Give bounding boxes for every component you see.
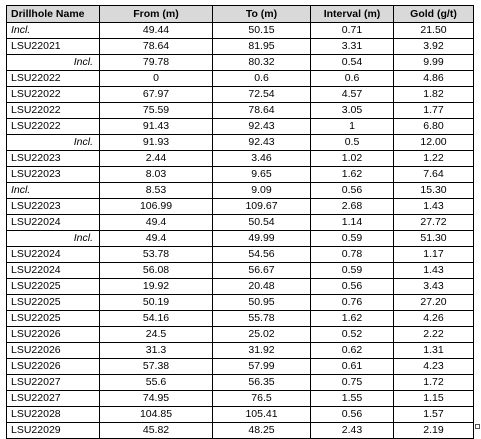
cell-gold: 9.99 <box>394 55 474 71</box>
table-row <box>7 327 474 343</box>
cell-interval: 0.59 <box>311 263 394 279</box>
cell-gold: 1.22 <box>394 151 474 167</box>
table-header-row <box>7 6 474 23</box>
cell-from: 91.43 <box>100 119 213 135</box>
table-row <box>7 375 474 391</box>
cell-drillhole-name: LSU22022 <box>7 119 100 135</box>
cell-gold: 2.22 <box>394 327 474 343</box>
table-row <box>7 359 474 375</box>
table-row <box>7 279 474 295</box>
table-row <box>7 295 474 311</box>
header-from: From (m) <box>100 6 213 23</box>
cell-from: 8.03 <box>100 167 213 183</box>
cell-drillhole-name: Incl. <box>7 135 100 151</box>
cell-to: 109.67 <box>213 199 311 215</box>
cell-gold: 4.23 <box>394 359 474 375</box>
cell-to: 56.35 <box>213 375 311 391</box>
drill-results-table <box>6 5 474 439</box>
cell-drillhole-name: LSU22024 <box>7 215 100 231</box>
cell-from: 67.97 <box>100 87 213 103</box>
cell-interval: 0.5 <box>311 135 394 151</box>
cell-from: 57.38 <box>100 359 213 375</box>
cell-gold: 1.72 <box>394 375 474 391</box>
cell-to: 49.99 <box>213 231 311 247</box>
cell-to: 76.5 <box>213 391 311 407</box>
cell-interval: 1 <box>311 119 394 135</box>
cell-drillhole-name: LSU22027 <box>7 375 100 391</box>
cell-drillhole-name: LSU22023 <box>7 199 100 215</box>
cell-to: 54.56 <box>213 247 311 263</box>
cell-interval: 0.75 <box>311 375 394 391</box>
cell-drillhole-name: LSU22022 <box>7 87 100 103</box>
table-row <box>7 87 474 103</box>
cell-drillhole-name: LSU22026 <box>7 327 100 343</box>
cell-to: 9.65 <box>213 167 311 183</box>
cell-from: 24.5 <box>100 327 213 343</box>
cell-from: 31.3 <box>100 343 213 359</box>
cell-interval: 2.68 <box>311 199 394 215</box>
cell-drillhole-name: LSU22029 <box>7 423 100 439</box>
table-row <box>7 151 474 167</box>
cell-interval: 0.76 <box>311 295 394 311</box>
cell-gold: 1.17 <box>394 247 474 263</box>
cell-gold: 12.00 <box>394 135 474 151</box>
cell-interval: 2.43 <box>311 423 394 439</box>
cell-from: 50.19 <box>100 295 213 311</box>
cell-drillhole-name: LSU22024 <box>7 263 100 279</box>
cell-drillhole-name: LSU22026 <box>7 343 100 359</box>
cell-interval: 0.52 <box>311 327 394 343</box>
table-row <box>7 231 474 247</box>
cell-from: 56.08 <box>100 263 213 279</box>
cell-from: 49.44 <box>100 23 213 39</box>
cell-gold: 51.30 <box>394 231 474 247</box>
header-drillhole-name: Drillhole Name <box>7 6 100 23</box>
table-body <box>7 23 474 439</box>
cell-gold: 1.57 <box>394 407 474 423</box>
cell-to: 50.15 <box>213 23 311 39</box>
cell-to: 3.46 <box>213 151 311 167</box>
cell-from: 75.59 <box>100 103 213 119</box>
cell-gold: 1.82 <box>394 87 474 103</box>
cell-drillhole-name: Incl. <box>7 23 100 39</box>
cell-gold: 1.31 <box>394 343 474 359</box>
cell-from: 0 <box>100 71 213 87</box>
cell-interval: 1.55 <box>311 391 394 407</box>
cell-from: 106.99 <box>100 199 213 215</box>
table-row <box>7 311 474 327</box>
cell-gold: 6.80 <box>394 119 474 135</box>
cell-interval: 0.6 <box>311 71 394 87</box>
cell-to: 81.95 <box>213 39 311 55</box>
cell-interval: 0.59 <box>311 231 394 247</box>
table-row <box>7 215 474 231</box>
cell-drillhole-name: LSU22023 <box>7 167 100 183</box>
cell-to: 20.48 <box>213 279 311 295</box>
cell-drillhole-name: LSU22022 <box>7 103 100 119</box>
cell-gold: 1.43 <box>394 263 474 279</box>
cell-to: 105.41 <box>213 407 311 423</box>
cell-gold: 1.77 <box>394 103 474 119</box>
cell-interval: 0.56 <box>311 183 394 199</box>
cell-interval: 1.14 <box>311 215 394 231</box>
table-row <box>7 199 474 215</box>
table-row <box>7 423 474 439</box>
cell-from: 49.4 <box>100 215 213 231</box>
cell-to: 92.43 <box>213 135 311 151</box>
cell-from: 104.85 <box>100 407 213 423</box>
cell-drillhole-name: Incl. <box>7 231 100 247</box>
cell-gold: 4.26 <box>394 311 474 327</box>
cell-to: 57.99 <box>213 359 311 375</box>
header-gold: Gold (g/t) <box>394 6 474 23</box>
table-row <box>7 407 474 423</box>
cell-from: 74.95 <box>100 391 213 407</box>
cell-drillhole-name: LSU22021 <box>7 39 100 55</box>
cell-drillhole-name: LSU22024 <box>7 247 100 263</box>
table-row <box>7 119 474 135</box>
cell-interval: 0.56 <box>311 279 394 295</box>
cell-to: 48.25 <box>213 423 311 439</box>
cell-from: 8.53 <box>100 183 213 199</box>
cell-drillhole-name: Incl. <box>7 55 100 71</box>
cell-from: 45.82 <box>100 423 213 439</box>
cell-interval: 4.57 <box>311 87 394 103</box>
header-interval: Interval (m) <box>311 6 394 23</box>
cell-gold: 3.43 <box>394 279 474 295</box>
table-row <box>7 39 474 55</box>
table-row <box>7 103 474 119</box>
cell-to: 72.54 <box>213 87 311 103</box>
cell-gold: 21.50 <box>394 23 474 39</box>
cell-from: 49.4 <box>100 231 213 247</box>
cell-drillhole-name: LSU22025 <box>7 295 100 311</box>
cell-gold: 27.72 <box>394 215 474 231</box>
cell-gold: 15.30 <box>394 183 474 199</box>
cell-interval: 0.56 <box>311 407 394 423</box>
cell-drillhole-name: LSU22023 <box>7 151 100 167</box>
cell-to: 92.43 <box>213 119 311 135</box>
cell-interval: 1.02 <box>311 151 394 167</box>
cell-to: 0.6 <box>213 71 311 87</box>
cell-interval: 3.31 <box>311 39 394 55</box>
cell-gold: 1.15 <box>394 391 474 407</box>
cell-interval: 1.62 <box>311 167 394 183</box>
table-row <box>7 343 474 359</box>
resize-handle[interactable] <box>475 424 480 429</box>
drill-results-table-container <box>6 5 473 439</box>
cell-to: 25.02 <box>213 327 311 343</box>
table-row <box>7 167 474 183</box>
cell-from: 53.78 <box>100 247 213 263</box>
cell-to: 50.95 <box>213 295 311 311</box>
cell-from: 19.92 <box>100 279 213 295</box>
cell-drillhole-name: LSU22025 <box>7 279 100 295</box>
table-row <box>7 263 474 279</box>
cell-interval: 0.71 <box>311 23 394 39</box>
cell-drillhole-name: LSU22025 <box>7 311 100 327</box>
table-row <box>7 135 474 151</box>
cell-to: 55.78 <box>213 311 311 327</box>
cell-interval: 1.62 <box>311 311 394 327</box>
cell-from: 91.93 <box>100 135 213 151</box>
cell-drillhole-name: Incl. <box>7 183 100 199</box>
cell-to: 80.32 <box>213 55 311 71</box>
cell-from: 2.44 <box>100 151 213 167</box>
cell-drillhole-name: LSU22022 <box>7 71 100 87</box>
cell-interval: 0.54 <box>311 55 394 71</box>
table-row <box>7 183 474 199</box>
table-row <box>7 247 474 263</box>
cell-gold: 2.19 <box>394 423 474 439</box>
cell-to: 78.64 <box>213 103 311 119</box>
table-row <box>7 55 474 71</box>
table-row <box>7 23 474 39</box>
cell-drillhole-name: LSU22028 <box>7 407 100 423</box>
table-row <box>7 391 474 407</box>
cell-interval: 0.62 <box>311 343 394 359</box>
cell-from: 78.64 <box>100 39 213 55</box>
cell-to: 50.54 <box>213 215 311 231</box>
table-row <box>7 71 474 87</box>
cell-gold: 7.64 <box>394 167 474 183</box>
cell-interval: 0.78 <box>311 247 394 263</box>
cell-interval: 0.61 <box>311 359 394 375</box>
header-to: To (m) <box>213 6 311 23</box>
cell-from: 79.78 <box>100 55 213 71</box>
cell-interval: 3.05 <box>311 103 394 119</box>
cell-to: 56.67 <box>213 263 311 279</box>
cell-gold: 4.86 <box>394 71 474 87</box>
cell-from: 54.16 <box>100 311 213 327</box>
cell-gold: 27.20 <box>394 295 474 311</box>
cell-gold: 1.43 <box>394 199 474 215</box>
cell-to: 9.09 <box>213 183 311 199</box>
cell-gold: 3.92 <box>394 39 474 55</box>
cell-to: 31.92 <box>213 343 311 359</box>
cell-drillhole-name: LSU22027 <box>7 391 100 407</box>
cell-from: 55.6 <box>100 375 213 391</box>
cell-drillhole-name: LSU22026 <box>7 359 100 375</box>
